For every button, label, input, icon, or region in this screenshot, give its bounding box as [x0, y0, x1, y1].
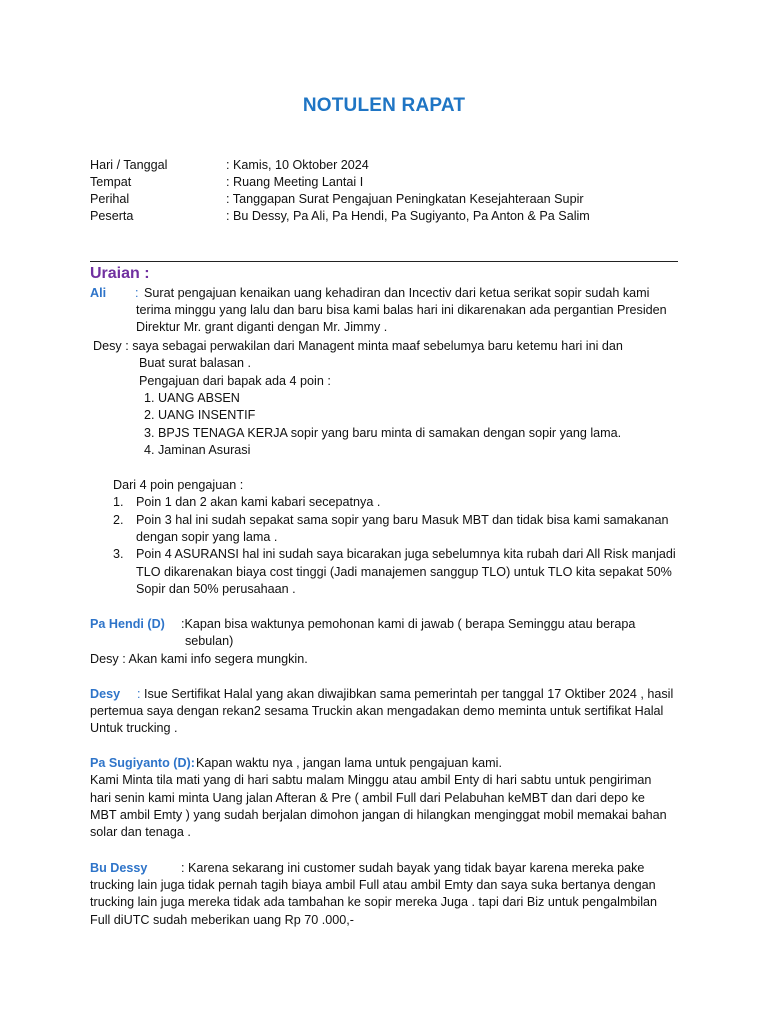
answer-3-num: 3. — [113, 547, 124, 561]
speaker-sugiyanto: Pa Sugiyanto (D): — [90, 756, 195, 770]
answer-2-line-1: Poin 3 hal ini sudah sepakat sama sopir yang baru Masuk MBT dan tidak bisa kami samakanan — [136, 513, 669, 527]
speaker-desy-colon: : — [137, 687, 141, 701]
uraian-heading: Uraian : — [90, 265, 150, 282]
budessy-line-2: trucking lain juga tidak pernah tagih biaya ambil Full atau ambil Emty dan saya suka bertanya dengan — [90, 878, 656, 892]
sugiyanto-line-5: solar dan tenaga . — [90, 825, 191, 839]
answer-2-line-2: dengan sopir yang lama . — [136, 530, 278, 544]
dari-poin-line: Dari 4 poin pengajuan : — [113, 478, 244, 492]
budessy-line-3: trucking lain juga mereka tidak ada tambahan ke sopir mereka Juga . tapi dari Biz untuk pengalmbilan — [90, 895, 658, 909]
desy-point-1: 1. UANG ABSEN — [144, 391, 240, 405]
ali-line-1: Surat pengajuan kenaikan uang kehadiran dan Incectiv dari ketua serikat sopir sudah kami — [144, 286, 650, 300]
hendi-line-2: sebulan) — [185, 634, 234, 648]
desy-point-3: 3. BPJS TENAGA KERJA sopir yang baru minta di samakan dengan sopir yang lama. — [144, 426, 622, 440]
desy-point-4: 4. Jaminan Asurasi — [144, 443, 251, 457]
desy-line-3: Pengajuan dari bapak ada 4 poin : — [139, 374, 331, 388]
sugiyanto-line-2: Kami Minta tila mati yang di hari sabtu malam Minggu atau ambil Enty di hari sabtu untuk pengiriman — [90, 773, 652, 787]
desy2-line-2: pertemua saya dengan rekan2 sesama Truckin akan mengadakan demo meminta untuk sertifikat Halal — [90, 704, 664, 718]
meta-value-subject: : Tanggapan Surat Pengajuan Peningkatan Kesejahteraan Supir — [226, 192, 584, 206]
meta-label-place: Tempat — [90, 175, 132, 189]
meta-value-participants: : Bu Dessy, Pa Ali, Pa Hendi, Pa Sugiyanto, Pa Anton & Pa Salim — [226, 209, 590, 223]
desy-line-1: Desy : saya sebagai perwakilan dari Managent minta maaf sebelumya baru ketemu hari ini dan — [93, 339, 623, 353]
sugiyanto-line-1: Kapan waktu nya , jangan lama untuk pengajuan kami. — [196, 756, 502, 770]
answer-3-line-1: Poin 4 ASURANSI hal ini sudah saya bicarakan juga sebelumnya kita rubah dari All Risk manjadi — [136, 547, 676, 561]
speaker-ali-colon: : — [135, 286, 139, 300]
answer-3-line-2: TLO dikarenakan biaya cost tinggi (Jadi manajemen sanggup TLO) untuk TLO kita sepakat 50% — [136, 565, 672, 579]
budessy-line-1: : Karena sekarang ini customer sudah bayak yang tidak bayar karena mereka pake — [181, 861, 645, 875]
ali-line-2: terima minggu yang lalu dan baru bisa kami balas hari ini dikarenakan ada pergantian Presiden — [136, 303, 667, 317]
desy2-line-1: Isue Sertifikat Halal yang akan diwajibkan sama pemerintah per tanggal 17 Oktiber 2024 , hasil — [144, 687, 674, 701]
speaker-desy: Desy — [90, 687, 121, 701]
sugiyanto-line-3: hari senin kami minta Uang jalan Afteran & Pre ( ambil Full dari Pelabuhan keMBT dan dari depo ke — [90, 791, 645, 805]
speaker-ali: Ali — [90, 286, 107, 300]
answer-3-line-3: Sopir dan 50% perusahaan . — [136, 582, 296, 596]
desy-point-2: 2. UANG INSENTIF — [144, 408, 256, 422]
answer-1-num: 1. — [113, 495, 124, 509]
speaker-hendi: Pa Hendi (D) — [90, 617, 165, 631]
horizontal-divider — [90, 261, 678, 262]
budessy-line-4: Full diUTC sudah meberikan uang Rp 70 .000,- — [90, 913, 354, 927]
meta-label-date: Hari / Tanggal — [90, 158, 168, 172]
speaker-bu-dessy: Bu Dessy — [90, 861, 148, 875]
hendi-reply: Desy : Akan kami info segera mungkin. — [90, 652, 308, 666]
meta-label-participants: Peserta — [90, 209, 134, 223]
document-title: NOTULEN RAPAT — [302, 95, 466, 116]
desy-line-2: Buat surat balasan . — [139, 356, 252, 370]
meta-value-date: : Kamis, 10 Oktober 2024 — [226, 158, 369, 172]
hendi-line-1: :Kapan bisa waktunya pemohonan kami di jawab ( berapa Seminggu atau berapa — [181, 617, 636, 631]
meta-label-subject: Perihal — [90, 192, 130, 206]
answer-1-line-1: Poin 1 dan 2 akan kami kabari secepatnya . — [136, 495, 381, 509]
desy2-line-3: Untuk trucking . — [90, 721, 178, 735]
answer-2-num: 2. — [113, 513, 124, 527]
meta-value-place: : Ruang Meeting Lantai I — [226, 175, 364, 189]
sugiyanto-line-4: MBT ambil Emty ) yang sudah berjalan dimohon jangan di hilangkan menginggat mobil memakai bahan — [90, 808, 667, 822]
ali-line-3: Direktur Mr. grant diganti dengan Mr. Jimmy . — [136, 320, 388, 334]
